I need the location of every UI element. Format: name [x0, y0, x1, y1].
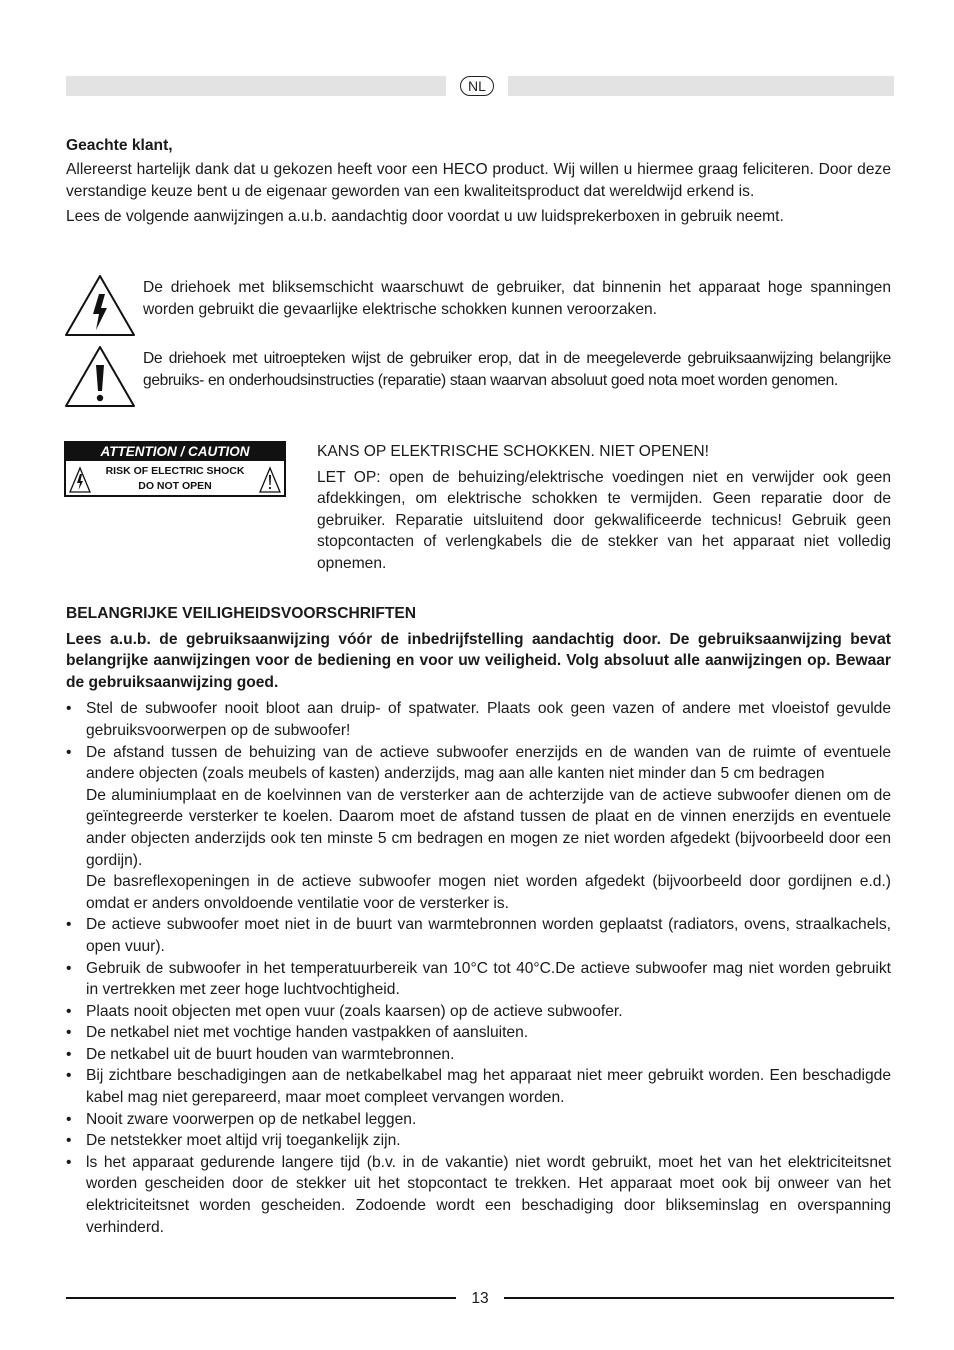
list-item-text: Plaats nooit objecten met open vuur (zoals kaarsen) op de actieve subwoofer. [86, 1002, 623, 1020]
caution-paragraph: LET OP: open de behuizing/elektrische voedingen niet en verwijder ook geen afdekkingen, om elektrische schokken te vermijden. Geen reparatie door de gebruiker. Reparatie uitsluitend door gekwalificeerde technicus! Gebruik geen stopcontacten of verlengkabels die de stekker van het apparaat niet volledig opnemen. [317, 468, 891, 572]
list-item-text: • De afstand tussen de behuizing van de actieve subwoofer enerzijds en de wanden van de ruimte of eventuele andere objecten (zoals meubels of kasten) anderzijds, mag aan alle kanten niet minder dan 5 cm bedragen [86, 743, 891, 783]
intro-section [66, 159, 891, 228]
list-item [66, 742, 891, 915]
page-number: 13 [471, 1290, 489, 1307]
lightning-warning-icon [64, 274, 136, 338]
caution-heading: KANS OP ELEKTRISCHE SCHOKKEN. NIET OPENEN! [317, 443, 709, 460]
exclamation-warning-icon [64, 345, 136, 409]
list-item-text: Nooit zware voorwerpen op de netkabel leggen. [86, 1110, 417, 1128]
caution-label [64, 441, 286, 497]
intro-paragraph: Lees de volgende aanwijzingen a.u.b. aandachtig door voordat u uw luidsprekerboxen in gebruik neemt. [66, 208, 784, 226]
caution-title: ATTENTION / CAUTION [66, 443, 284, 461]
list-item-text: De actieve subwoofer moet niet in de buurt van warmtebronnen worden geplaatst (radiators, ovens, straalkachels, open vuur). [86, 916, 891, 955]
list-item [66, 914, 891, 957]
safety-list [66, 698, 891, 1238]
safety-heading: BELANGRIJKE VEILIGHEIDSVOORSCHRIFTEN [66, 605, 417, 622]
list-item [66, 1001, 891, 1023]
list-item-text: De netkabel uit de buurt houden van warmtebronnen. [86, 1045, 455, 1063]
safety-section [66, 603, 891, 1238]
list-item [66, 1044, 891, 1066]
lightning-warning-icon [69, 466, 91, 494]
exclamation-warning-icon [259, 466, 281, 494]
list-item [66, 1065, 891, 1108]
caution-line: RISK OF ELECTRIC SHOCK [105, 465, 245, 477]
list-item-text: De netstekker moet altijd vrij toegankelijk zijn. [86, 1132, 401, 1150]
greeting [66, 135, 891, 157]
language-badge [446, 74, 508, 98]
list-item [66, 1022, 891, 1044]
list-item-text: De aluminiumplaat en de koelvinnen van de versterker aan de achterzijde van de actieve subwoofer dienen om de geïntegreerde versterker te koelen. Daarom moet de afstand tussen de plaat en de vinnen enerzijds en eventuele ander objecten anderzijds ook ten minste 5 cm bedragen en mogen ze niet worden afgedekt (bijvoorbeeld door een gordijn). [86, 786, 891, 869]
list-item [66, 1130, 891, 1152]
footer-rule [66, 1297, 456, 1299]
caution-text-section [317, 441, 891, 575]
list-item-text: Stel de subwoofer nooit bloot aan druip- of spatwater. Plaats ook geen vazen of andere met vloeistof gevulde gebruiksvoorwerpen op de subwoofer! [86, 700, 891, 739]
list-item-text: ls het apparaat gedurende langere tijd (b.v. in de vakantie) niet wordt gebruikt, moet het van het elektriciteitsnet worden gescheiden door de stekker uit het stopcontact te trekken. Het apparaat moet ook bij onweer van het elektriciteitsnet worden gescheiden. Zodoende wordt een beschadiging door blikseminslag en overspanning verhinderd. [86, 1153, 891, 1236]
list-item [66, 1109, 891, 1131]
list-item [66, 958, 891, 1001]
safety-lead: Lees a.u.b. de gebruiksaanwijzing vóór de inbedrijfstelling aandachtig door. De gebruiksaanwijzing bevat belangrijke aanwijzingen voor de bediening en voor uw veiligheid. Volg absoluut alle aanwijzingen op. Bewaar de gebruiksaanwijzing goed. [66, 630, 891, 691]
list-item [66, 1152, 891, 1238]
list-item-text: Bij zichtbare beschadigingen aan de netkabelkabel mag het apparaat niet meer gebruikt worden. Een beschadigde kabel mag niet gerepareerd, maar moet compleet vervangen worden. [86, 1067, 891, 1107]
list-item-text: Gebruik de subwoofer in het temperatuurbereik van 10°C tot 40°C.De actieve subwoofer mag niet worden gebruikt in vertrekken met zeer hoge luchtvochtigheid. [86, 959, 891, 999]
list-item-text: De netkabel niet met vochtige handen vastpakken of aansluiten. [86, 1024, 529, 1042]
caution-line: DO NOT OPEN [138, 480, 212, 492]
intro-paragraph: Allereerst hartelijk dank dat u gekozen heeft voor een HECO product. Wij willen u hiermee graag feliciteren. Door deze verstandige keuze bent u de eigenaar geworden van een kwaliteitsproduct dat wereldwijd erkend is. [66, 161, 891, 200]
language-label: NL [460, 76, 494, 96]
list-item-text: De basreflexopeningen in de actieve subwoofer mogen niet worden afgedekt (bijvoorbeeld door gordijnen e.d.) omdat er anders onvoldoende ventilatie voor de versterker is. [86, 873, 891, 912]
footer-rule [504, 1297, 894, 1299]
greeting-text: Geachte klant, [66, 137, 173, 154]
list-item [66, 698, 891, 741]
lightning-warning-text: De driehoek met bliksemschicht waarschuwt de gebruiker, dat binnenin het apparaat hoge spanningen worden gebruikt die gevaarlijke elektrische schokken kunnen veroorzaken. [143, 279, 891, 318]
exclamation-warning-text: De driehoek met uitroepteken wijst de gebruiker erop, dat in de meegeleverde gebruiksaanwijzing belangrijke gebruiks- en onderhoudsinstructies (reparatie) staan waarvan absoluut goed nota moet worden genomen. [143, 350, 891, 389]
